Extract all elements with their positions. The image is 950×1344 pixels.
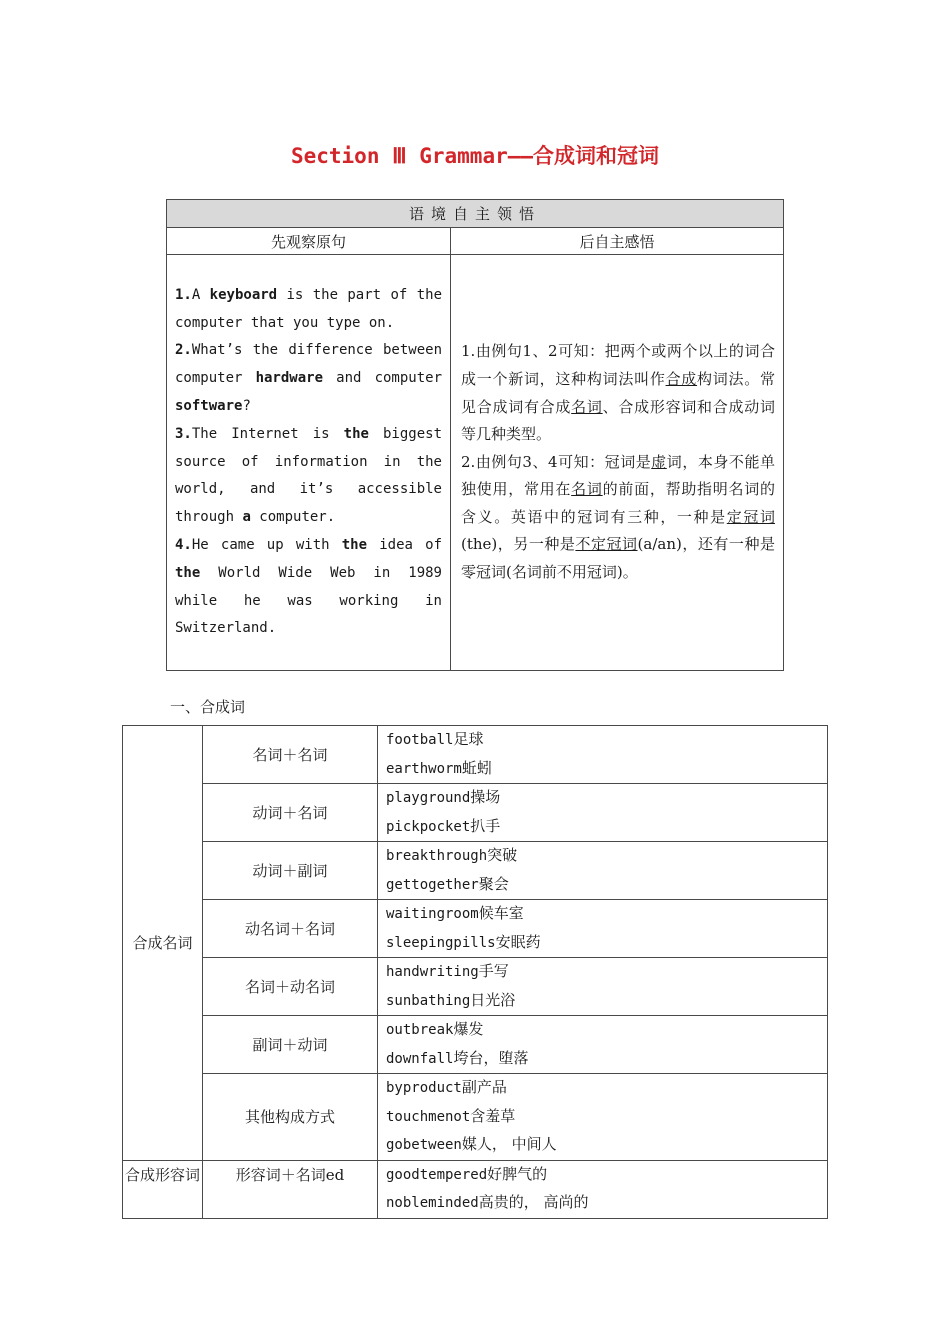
example-sentence: 3.The Internet is the biggest source of information in the world, and it’s accessible through a computer.: [175, 425, 443, 526]
category-compound-adjective: 合成形容词: [123, 1160, 203, 1218]
example-word: touchmenot含羞草: [386, 1106, 516, 1125]
example-sentence: 4.He came up with the idea of the World Wide Web in 1989 while he was working in Switzerland.: [175, 536, 442, 637]
example-word: downfall垮台，堕落: [386, 1048, 529, 1067]
example-word: pickpocket扒手: [386, 816, 501, 835]
context-table-header: 语境自主领悟: [167, 200, 784, 228]
example-sentence: 2.What’s the difference between computer hardware and computer software?: [175, 342, 443, 414]
grammar-note: 2.由例句3、4可知：冠词是虚词，本身不能单独使用，常用在名词的前面，帮助指明名词的含义。英语中的冠词有三种，一种是定冠词(the)，另一种是不定冠词(a/an)，还有一种是零冠词(名词前不用冠词)。: [461, 452, 775, 582]
section-heading: 一、合成词: [170, 698, 246, 716]
grammar-note: 1.由例句1、2可知：把两个或两个以上的词合成一个新词，这种构词法叫作合成构词法。常见合成词有合成名词、合成形容词和合成动词等几种类型。: [461, 342, 775, 444]
examples-cell: [378, 958, 828, 1016]
pattern-cell: 动词＋名词: [203, 784, 378, 842]
compound-words-table: [122, 725, 828, 1219]
page-title: Section Ⅲ Grammar——合成词和冠词: [290, 144, 660, 168]
example-word: goodtempered好脾气的: [386, 1164, 548, 1183]
examples-cell: [378, 726, 828, 784]
example-word: sunbathing日光浴: [386, 990, 516, 1009]
example-word: handwriting手写: [386, 962, 509, 980]
pattern-cell: 形容词＋名词ed: [203, 1160, 378, 1218]
example-word: playground操场: [386, 788, 501, 806]
example-word: gettogether聚会: [386, 874, 509, 893]
example-sentence: 1.A keyboard is the part of the computer that you type on.: [175, 286, 442, 331]
examples-cell: [378, 1160, 828, 1218]
example-sentences: [167, 255, 451, 671]
example-word: byproduct副产品: [386, 1078, 507, 1096]
example-word: earthworm蚯蚓: [386, 758, 492, 777]
pattern-cell: 副词＋动词: [203, 1016, 378, 1074]
example-word: waitingroom候车室: [386, 904, 524, 922]
column-header-reflect: 后自主感悟: [451, 228, 784, 255]
examples-cell: [378, 784, 828, 842]
pattern-cell: 动名词＋名词: [203, 900, 378, 958]
example-word: gobetween媒人， 中间人: [386, 1135, 557, 1153]
pattern-cell: 动词＋副词: [203, 842, 378, 900]
pattern-cell: 名词＋名词: [203, 726, 378, 784]
examples-cell: [378, 1074, 828, 1161]
example-word: football足球: [386, 730, 484, 748]
example-word: nobleminded高贵的， 高尚的: [386, 1193, 589, 1211]
examples-cell: [378, 900, 828, 958]
pattern-cell: 名词＋动名词: [203, 958, 378, 1016]
example-word: breakthrough突破: [386, 846, 518, 864]
examples-cell: [378, 1016, 828, 1074]
category-compound-noun: 合成名词: [123, 726, 203, 1161]
pattern-cell: 其他构成方式: [203, 1074, 378, 1161]
grammar-notes: [451, 255, 784, 671]
example-word: sleepingpills安眠药: [386, 932, 541, 951]
example-word: outbreak爆发: [386, 1020, 484, 1038]
examples-cell: [378, 842, 828, 900]
context-table: [166, 199, 784, 671]
column-header-observe: 先观察原句: [167, 228, 451, 255]
